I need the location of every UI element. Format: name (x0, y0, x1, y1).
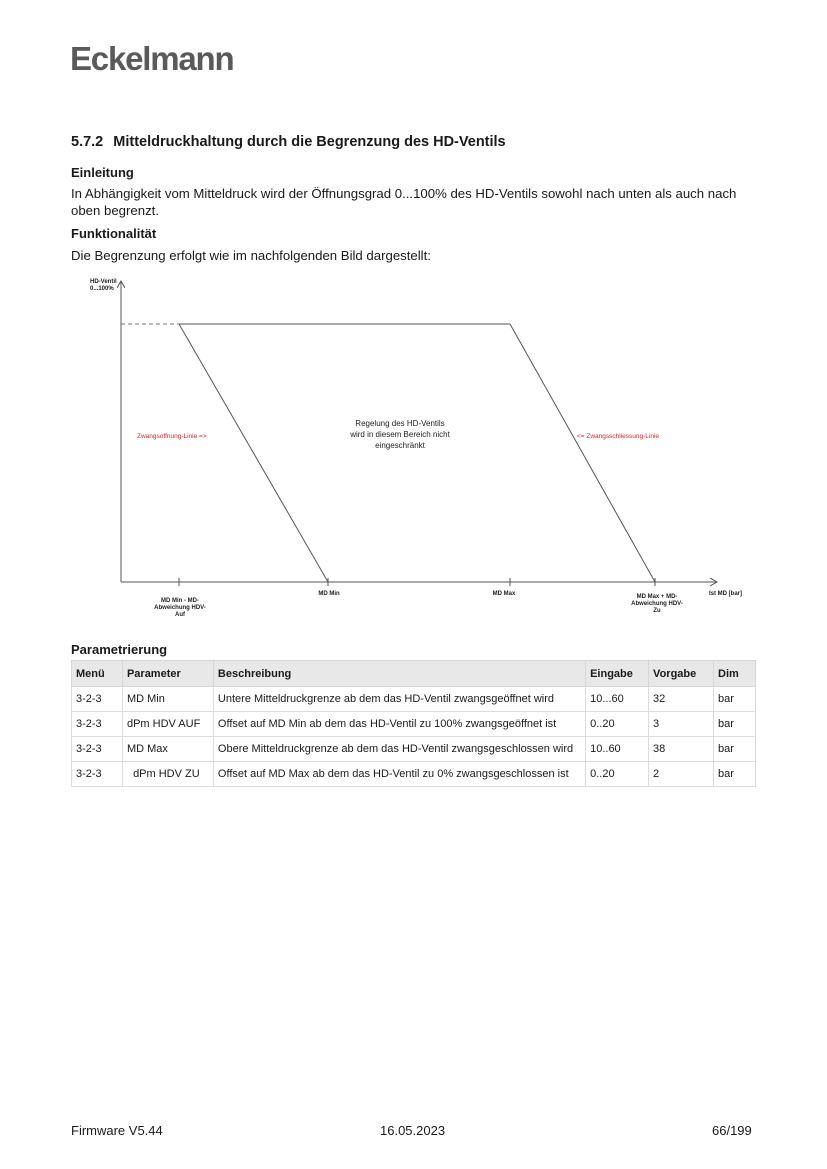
tick3-label: MD Max (492, 591, 516, 597)
cell-description: Untere Mitteldruckgrenze ab dem das HD-Ventil zwangsgeöffnet wird (213, 687, 585, 712)
intro-heading: Einleitung (71, 165, 134, 180)
section-title-text: Mitteldruckhaltung durch die Begrenzung des HD-Ventils (113, 134, 506, 150)
cell-dim: bar (714, 712, 756, 737)
forced-closing-line (510, 324, 655, 582)
table-row (72, 762, 756, 787)
tick4-label-line2: Abweichung HDV- (631, 601, 683, 607)
cell-default: 3 (649, 712, 714, 737)
table-header-row (72, 661, 756, 687)
col-header-default: Vorgabe (649, 661, 714, 687)
section-number: 5.7.2 (71, 134, 104, 150)
cell-parameter: dPm HDV AUF (122, 712, 213, 737)
tick1-label-line1: MD Min - MD- (161, 598, 199, 604)
cell-menu: 3-2-3 (72, 712, 123, 737)
cell-parameter: MD Min (122, 687, 213, 712)
tick4-label-line3: Zu (653, 608, 661, 614)
cell-parameter: MD Max (122, 737, 213, 762)
col-header-description: Beschreibung (213, 661, 585, 687)
intro-paragraph: In Abhängigkeit vom Mitteldruck wird der Öffnungsgrad 0...100% des HD-Ventils sowohl nach unten als auch nach oben begrenzt. (71, 186, 737, 218)
center-text-line3: eingeschränkt (375, 441, 425, 450)
cell-parameter: dPm HDV ZU (122, 762, 213, 787)
table-row (72, 712, 756, 737)
cell-menu: 3-2-3 (72, 687, 123, 712)
functionality-heading: Funktionalität (71, 226, 157, 241)
cell-input: 10...60 (586, 687, 649, 712)
cell-dim: bar (714, 687, 756, 712)
forced-opening-line (179, 324, 328, 582)
cell-description: Obere Mitteldruckgrenze ab dem das HD-Ventil zwangsgeschlossen wird (213, 737, 585, 762)
tick1-label-line2: Abweichung HDV- (154, 605, 206, 611)
cell-dim: bar (714, 737, 756, 762)
tick4-label-line1: MD Max + MD- (636, 594, 678, 600)
cell-menu: 3-2-3 (72, 737, 123, 762)
parameters-heading: Parametrierung (71, 642, 168, 657)
cell-description: Offset auf MD Min ab dem das HD-Ventil zu 100% zwangsgeöffnet ist (213, 712, 585, 737)
tick2-label: MD Min (318, 591, 340, 597)
section-title (71, 134, 506, 150)
cell-default: 38 (649, 737, 714, 762)
cell-default: 32 (649, 687, 714, 712)
y-axis-label-line1: HD-Ventil (90, 279, 117, 285)
footer-firmware: Firmware V5.44 (71, 1123, 163, 1138)
forced-closing-label: <= Zwangsschliessung-Linie (577, 433, 660, 440)
tick1-label-line3: Auf (175, 612, 185, 618)
functionality-paragraph: Die Begrenzung erfolgt wie im nachfolgenden Bild dargestellt: (71, 248, 431, 263)
parameters-table (71, 660, 756, 787)
col-header-menu: Menü (72, 661, 123, 687)
cell-default: 2 (649, 762, 714, 787)
footer-date: 16.05.2023 (380, 1123, 446, 1138)
col-header-input: Eingabe (586, 661, 649, 687)
center-text-line2: wird in diesem Bereich nicht (350, 430, 450, 439)
cell-description: Offset auf MD Max ab dem das HD-Ventil zu 0% zwangsgeschlossen ist (213, 762, 585, 787)
cell-input: 0..20 (586, 762, 649, 787)
y-axis-label-line2: 0...100% (90, 286, 114, 292)
limit-diagram (80, 270, 760, 630)
center-text-line1: Regelung des HD-Ventils (355, 419, 445, 428)
footer-page-number: 66/199 (712, 1123, 752, 1138)
col-header-parameter: Parameter (122, 661, 213, 687)
company-logo: Eckelmann (70, 40, 234, 77)
cell-dim: bar (714, 762, 756, 787)
forced-opening-label: Zwangsoffnung-Linie => (137, 433, 207, 440)
cell-input: 10..60 (586, 737, 649, 762)
table-row (72, 687, 756, 712)
table-row (72, 737, 756, 762)
cell-input: 0..20 (586, 712, 649, 737)
col-header-dim: Dim (714, 661, 756, 687)
cell-menu: 3-2-3 (72, 762, 123, 787)
x-axis-label: Ist MD [bar] (709, 591, 742, 597)
